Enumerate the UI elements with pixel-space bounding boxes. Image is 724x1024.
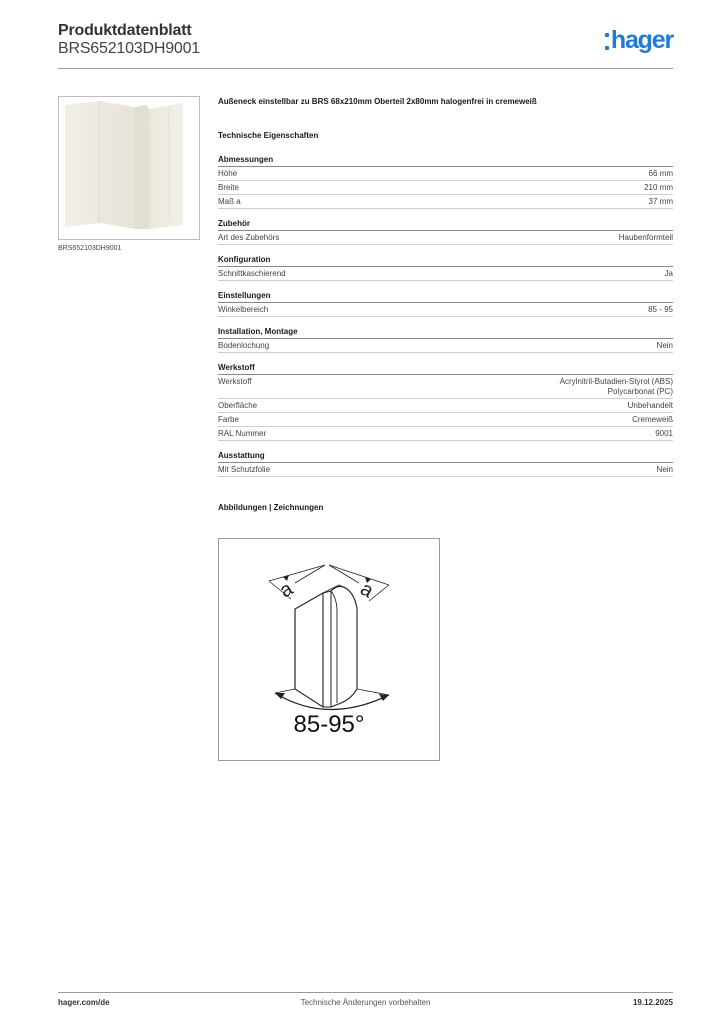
table-row [218,267,673,281]
section-installation-montage [218,326,673,353]
section-title: Konfiguration [218,254,673,267]
row-label: Bodenlochung [218,341,270,350]
row-value: 37 mm [648,197,673,206]
row-label: Höhe [218,169,238,178]
section-title: Werkstoff [218,362,673,375]
footer-notice: Technische Änderungen vorbehalten [300,998,431,1007]
section-title: Ausstattung [218,450,673,463]
product-code: BRS652103DH9001 [58,40,200,57]
table-row [218,181,673,195]
technical-drawing [218,538,440,761]
table-row [218,375,673,399]
section-konfiguration [218,254,673,281]
section-abmessungen [218,154,673,209]
row-label: Winkelbereich [218,305,269,314]
row-label: Werkstoff [218,377,252,386]
section-title: Einstellungen [218,290,673,303]
header-divider [58,68,673,69]
hager-logo [605,28,673,53]
product-details [218,96,673,514]
table-row [218,399,673,413]
photo-caption: BRS652103DH9001 [58,245,122,252]
table-row [218,195,673,209]
table-row [218,231,673,245]
section-title: Abmessungen [218,154,673,167]
row-label: RAL Nummer [218,429,267,438]
row-label: Schnittkaschierend [218,269,286,278]
row-value: 210 mm [644,183,673,192]
product-photo [58,96,200,240]
row-value: Acrylnitril-Butadien-Styrol (ABS) Polycarbonat (PC) [559,377,673,396]
website-link[interactable]: hager.com/de [58,998,110,1007]
row-value: 85 - 95 [648,305,673,314]
logo-text: hager [610,26,673,54]
row-label: Farbe [218,415,239,424]
table-row [218,427,673,441]
row-value: 9001 [655,429,673,438]
dimension-label-a-right: a [356,577,378,603]
table-row [218,303,673,317]
figures-heading: Abbildungen | Zeichnungen [218,503,324,512]
logo-dots-icon [605,33,609,50]
document-title: Produktdatenblatt [58,22,192,39]
product-description: Außeneck einstellbar zu BRS 68x210mm Oberteil 2x80mm halogenfrei in cremeweiß [218,97,537,106]
row-label: Art des Zubehörs [218,233,280,242]
section-werkstoff [218,362,673,441]
section-einstellungen [218,290,673,317]
section-title: Installation, Montage [218,326,673,339]
section-title: Zubehör [218,218,673,231]
row-value: Nein [656,465,673,474]
technical-properties-heading: Technische Eigenschaften [218,131,319,140]
footer-date: 19.12.2025 [632,998,673,1007]
table-row [218,167,673,181]
table-row [218,463,673,477]
row-value: Cremeweiß [632,415,673,424]
row-value: Haubenformteil [618,233,673,242]
row-label: Breite [218,183,239,192]
section-ausstattung [218,450,673,477]
row-value: Unbehandelt [627,401,673,410]
dimension-label-a-left: a [275,577,297,603]
row-label: Mit Schutzfolie [218,465,271,474]
row-label: Oberfläche [218,401,258,410]
table-row [218,413,673,427]
footer-divider [58,992,673,993]
row-label: Maß a [218,197,241,206]
row-value: Ja [664,269,673,278]
row-value: Nein [656,341,673,350]
section-zubehoer [218,218,673,245]
angle-range-label: 85-95° [293,711,365,738]
product-image-illustration [59,97,199,239]
page-footer [58,998,673,1010]
table-row [218,339,673,353]
row-value: 66 mm [648,169,673,178]
page-header [58,22,673,68]
